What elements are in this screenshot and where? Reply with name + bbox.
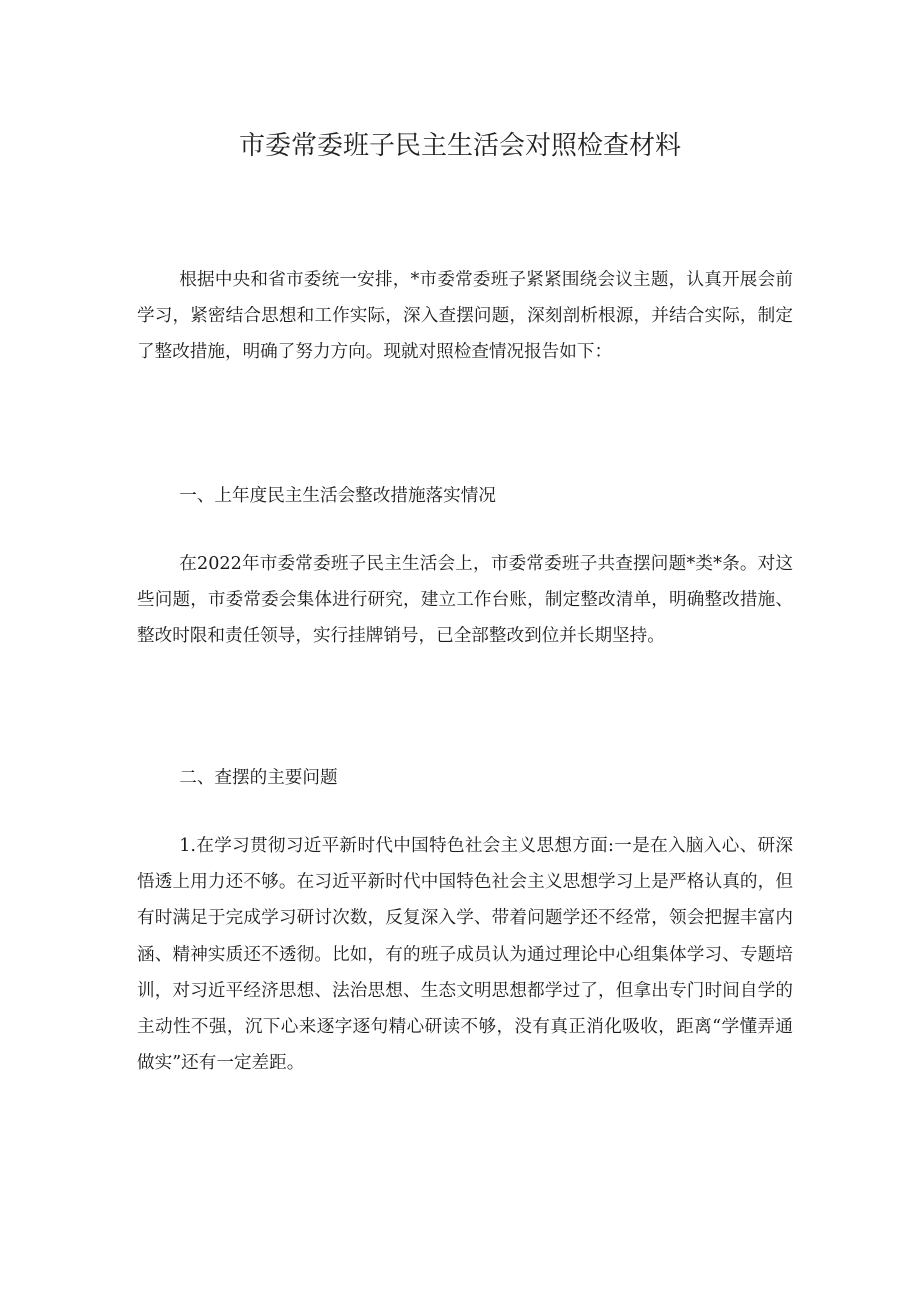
section-heading-2: 二、查摆的主要问题	[179, 768, 338, 788]
section-2-paragraph: 1.在学习贯彻习近平新时代中国特色社会主义思想方面:一是在入脑入心、研深悟透上用力还不够。在习近平新时代中国特色社会主义思想学习上是严格认真的，但有时满足于完成学习研讨次数，反复深入学、带着问题学还不经常，领会把握丰富内涵、精神实质还不透彻。比如，有的班子成员认为通过理论中心组集体学习、专题培训，对习近平经济思想、法治思想、生态文明思想都学过了，但拿出专门时间自学的主动性不强，沉下心来逐字逐句精心研读不够，没有真正消化吸收，距离“学懂弄通做实”还有一定差距。	[137, 836, 793, 1074]
section-heading-1: 一、上年度民主生活会整改措施落实情况	[179, 486, 496, 506]
document-title: 市委常委班子民主生活会对照检查材料	[238, 131, 681, 161]
section-1-paragraph: 在2022年市委常委班子民主生活会上，市委常委班子共查摆问题*类*条。对这些问题，市委常委会集体进行研究，建立工作台账，制定整改清单，明确整改措施、整改时限和责任领导，实行挂牌销号，已全部整改到位并长期坚持。	[137, 554, 793, 647]
intro-paragraph: 根据中央和省市委统一安排，*市委常委班子紧紧围绕会议主题，认真开展会前学习，紧密结合思想和工作实际，深入查摆问题，深刻剖析根源，并结合实际，制定了整改措施，明确了努力方向。现就对照检查情况报告如下：	[137, 270, 793, 363]
